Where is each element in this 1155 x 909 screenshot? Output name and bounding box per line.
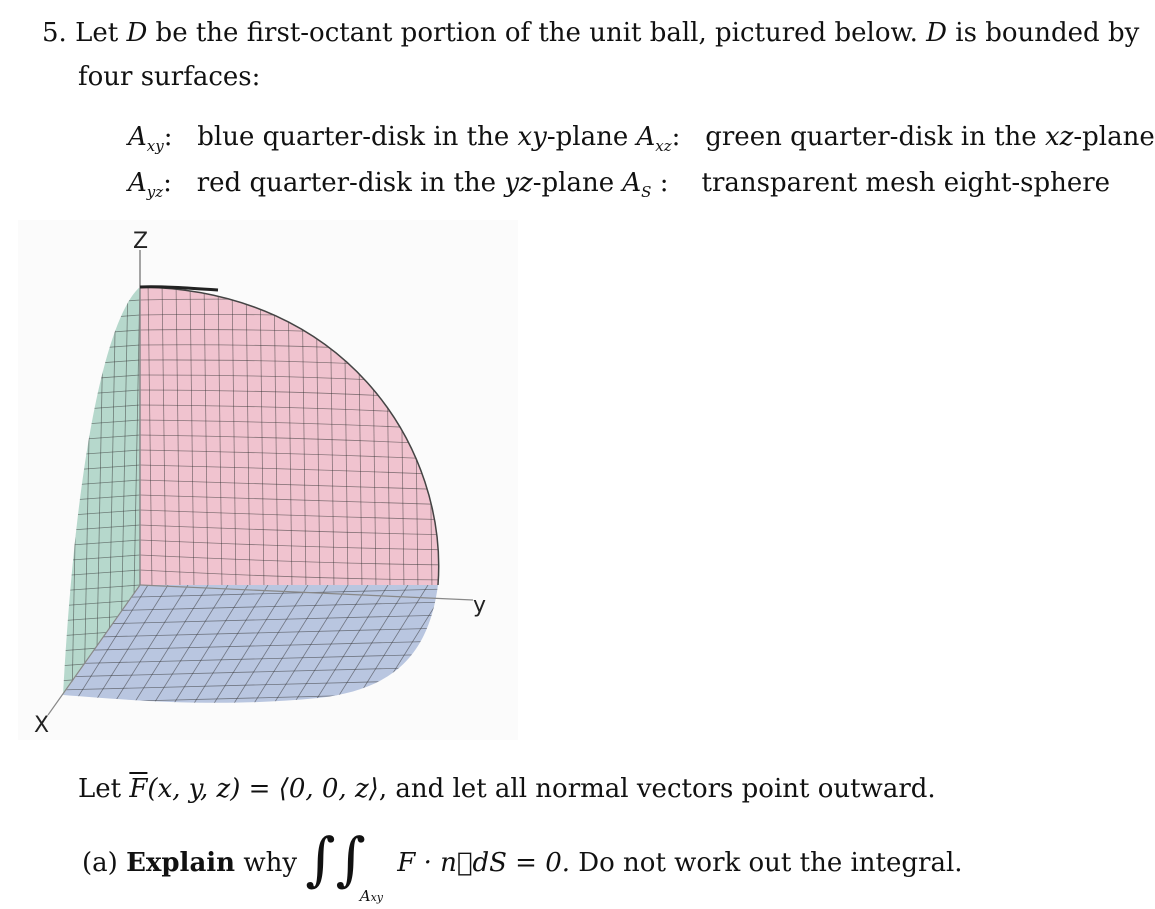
surface-symbol: A [128, 168, 147, 198]
octant-ball-figure [18, 220, 518, 740]
surface-symbol: A [636, 122, 656, 152]
vector-field-definition [78, 774, 936, 804]
x-axis-label: X [34, 713, 50, 738]
part-label: (a) [82, 848, 127, 878]
surface-symbol: A [622, 168, 642, 198]
surface-subscript: xy [146, 137, 164, 155]
problem-statement-line2: four surfaces: [78, 62, 261, 92]
integrand: F · n⃗dS = 0. [397, 848, 571, 878]
part-a-text: why [235, 848, 306, 878]
surface-description: transparent mesh eight-sphere [701, 168, 1111, 198]
colon: : [163, 168, 172, 198]
surface-yz-definition [128, 168, 622, 201]
surface-symbol: A [128, 122, 147, 152]
surface-description: green quarter-disk in the [705, 122, 1045, 152]
field-formula: (x, y, z) = ⟨0, 0, z⟩ [147, 774, 379, 804]
vector-F: $\overline{F}$ [129, 774, 148, 804]
surface-row-2 [128, 168, 1110, 201]
colon: : [671, 122, 681, 152]
surface-sphere-definition [622, 168, 1111, 201]
plane-name: xz [1044, 122, 1074, 152]
part-a-keyword: Explain [126, 848, 236, 878]
plane-name: yz [504, 168, 533, 198]
surface-description: -plane [546, 122, 629, 152]
problem-statement-line1 [42, 18, 1139, 48]
integral-domain: A [359, 887, 371, 905]
double-integral-sign: ∫∫ [305, 825, 366, 893]
surface-xy-definition [128, 122, 637, 155]
surface-description: -plane [1073, 122, 1155, 152]
surface-xz-definition [636, 122, 1155, 155]
z-axis-label: Z [133, 229, 149, 254]
field-text: , and let all normal vectors point outward. [378, 774, 936, 804]
colon: : [163, 122, 173, 152]
surface-description: blue quarter-disk in the [197, 122, 518, 152]
part-a-question [82, 825, 963, 905]
surface-subscript: S [641, 183, 652, 201]
y-axis-label: y [473, 593, 487, 618]
problem-text: is bounded by [947, 18, 1140, 48]
integral-domain-sub: xy [370, 891, 383, 904]
surface-subscript: yz [146, 183, 164, 201]
field-text: Let [78, 774, 130, 804]
plane-name: xy [517, 122, 547, 152]
problem-text: be the first-octant portion of the unit ball, pictured below. [147, 18, 927, 48]
surface-description: red quarter-disk in the [196, 168, 505, 198]
symbol-D: D [126, 18, 148, 48]
surface-subscript: xz [655, 137, 672, 155]
surface-description: -plane [532, 168, 615, 198]
symbol-D: D [926, 18, 948, 48]
part-a-instruction: Do not work out the integral. [570, 848, 963, 878]
surface-row-1 [128, 122, 1155, 155]
colon: : [651, 168, 669, 198]
problem-text: 5. Let [42, 18, 127, 48]
